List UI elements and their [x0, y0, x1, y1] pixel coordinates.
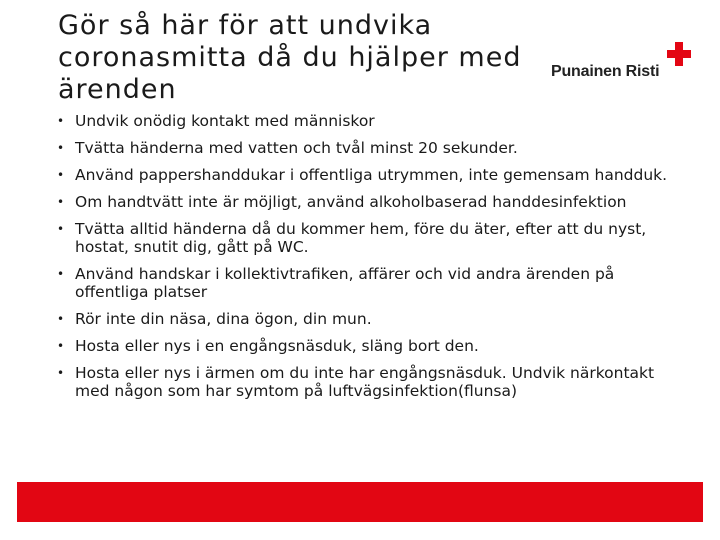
list-item-text: Hosta eller nys i en engångsnäsduk, släng bort den.: [75, 337, 479, 355]
list-item-text: Rör inte din näsa, dina ögon, din mun.: [75, 310, 372, 328]
bullet-dot: •: [57, 312, 65, 326]
slide-title: Gör så här för att undvika coronasmitta då du hjälper med ärenden: [58, 10, 522, 105]
advice-list: [55, 112, 675, 409]
bullet-dot: •: [57, 366, 65, 380]
list-item-text: Tvätta alltid händerna då du kommer hem, före du äter, efter att du nyst, hostat, snutit dig, gått på WC.: [75, 220, 647, 256]
punainen-risti-logo: [551, 40, 691, 90]
bullet-dot: •: [57, 339, 65, 353]
bullet-dot: •: [57, 195, 65, 209]
bullet-dot: •: [57, 141, 65, 155]
list-item: [55, 310, 675, 328]
list-item-text: Tvätta händerna med vatten och tvål minst 20 sekunder.: [75, 139, 518, 157]
list-item: [55, 193, 675, 211]
list-item: [55, 139, 675, 157]
bullet-dot: •: [57, 267, 65, 281]
list-item: [55, 337, 675, 355]
list-item-text: Om handtvätt inte är möjligt, använd alkoholbaserad handdesinfektion: [75, 193, 627, 211]
list-item: [55, 265, 675, 301]
bullet-dot: •: [57, 222, 65, 236]
logo-text: Punainen Risti: [551, 63, 660, 80]
bullet-dot: •: [57, 114, 65, 128]
list-item-text: Undvik onödig kontakt med människor: [75, 112, 375, 130]
footer-bar: [17, 482, 703, 522]
list-item: [55, 112, 675, 130]
list-item-text: Hosta eller nys i ärmen om du inte har engångsnäsduk. Undvik närkontakt med någon som har symtom på luftvägsinfektion(flunsa): [75, 364, 655, 400]
bullet-dot: •: [57, 168, 65, 182]
list-item: [55, 364, 675, 400]
list-item: [55, 166, 675, 184]
list-item-text: Använd pappershanddukar i offentliga utrymmen, inte gemensam handduk.: [75, 166, 668, 184]
red-cross-icon: [667, 42, 691, 66]
list-item: [55, 220, 675, 256]
list-item-text: Använd handskar i kollektivtrafiken, affärer och vid andra ärenden på offentliga platser: [75, 265, 615, 301]
